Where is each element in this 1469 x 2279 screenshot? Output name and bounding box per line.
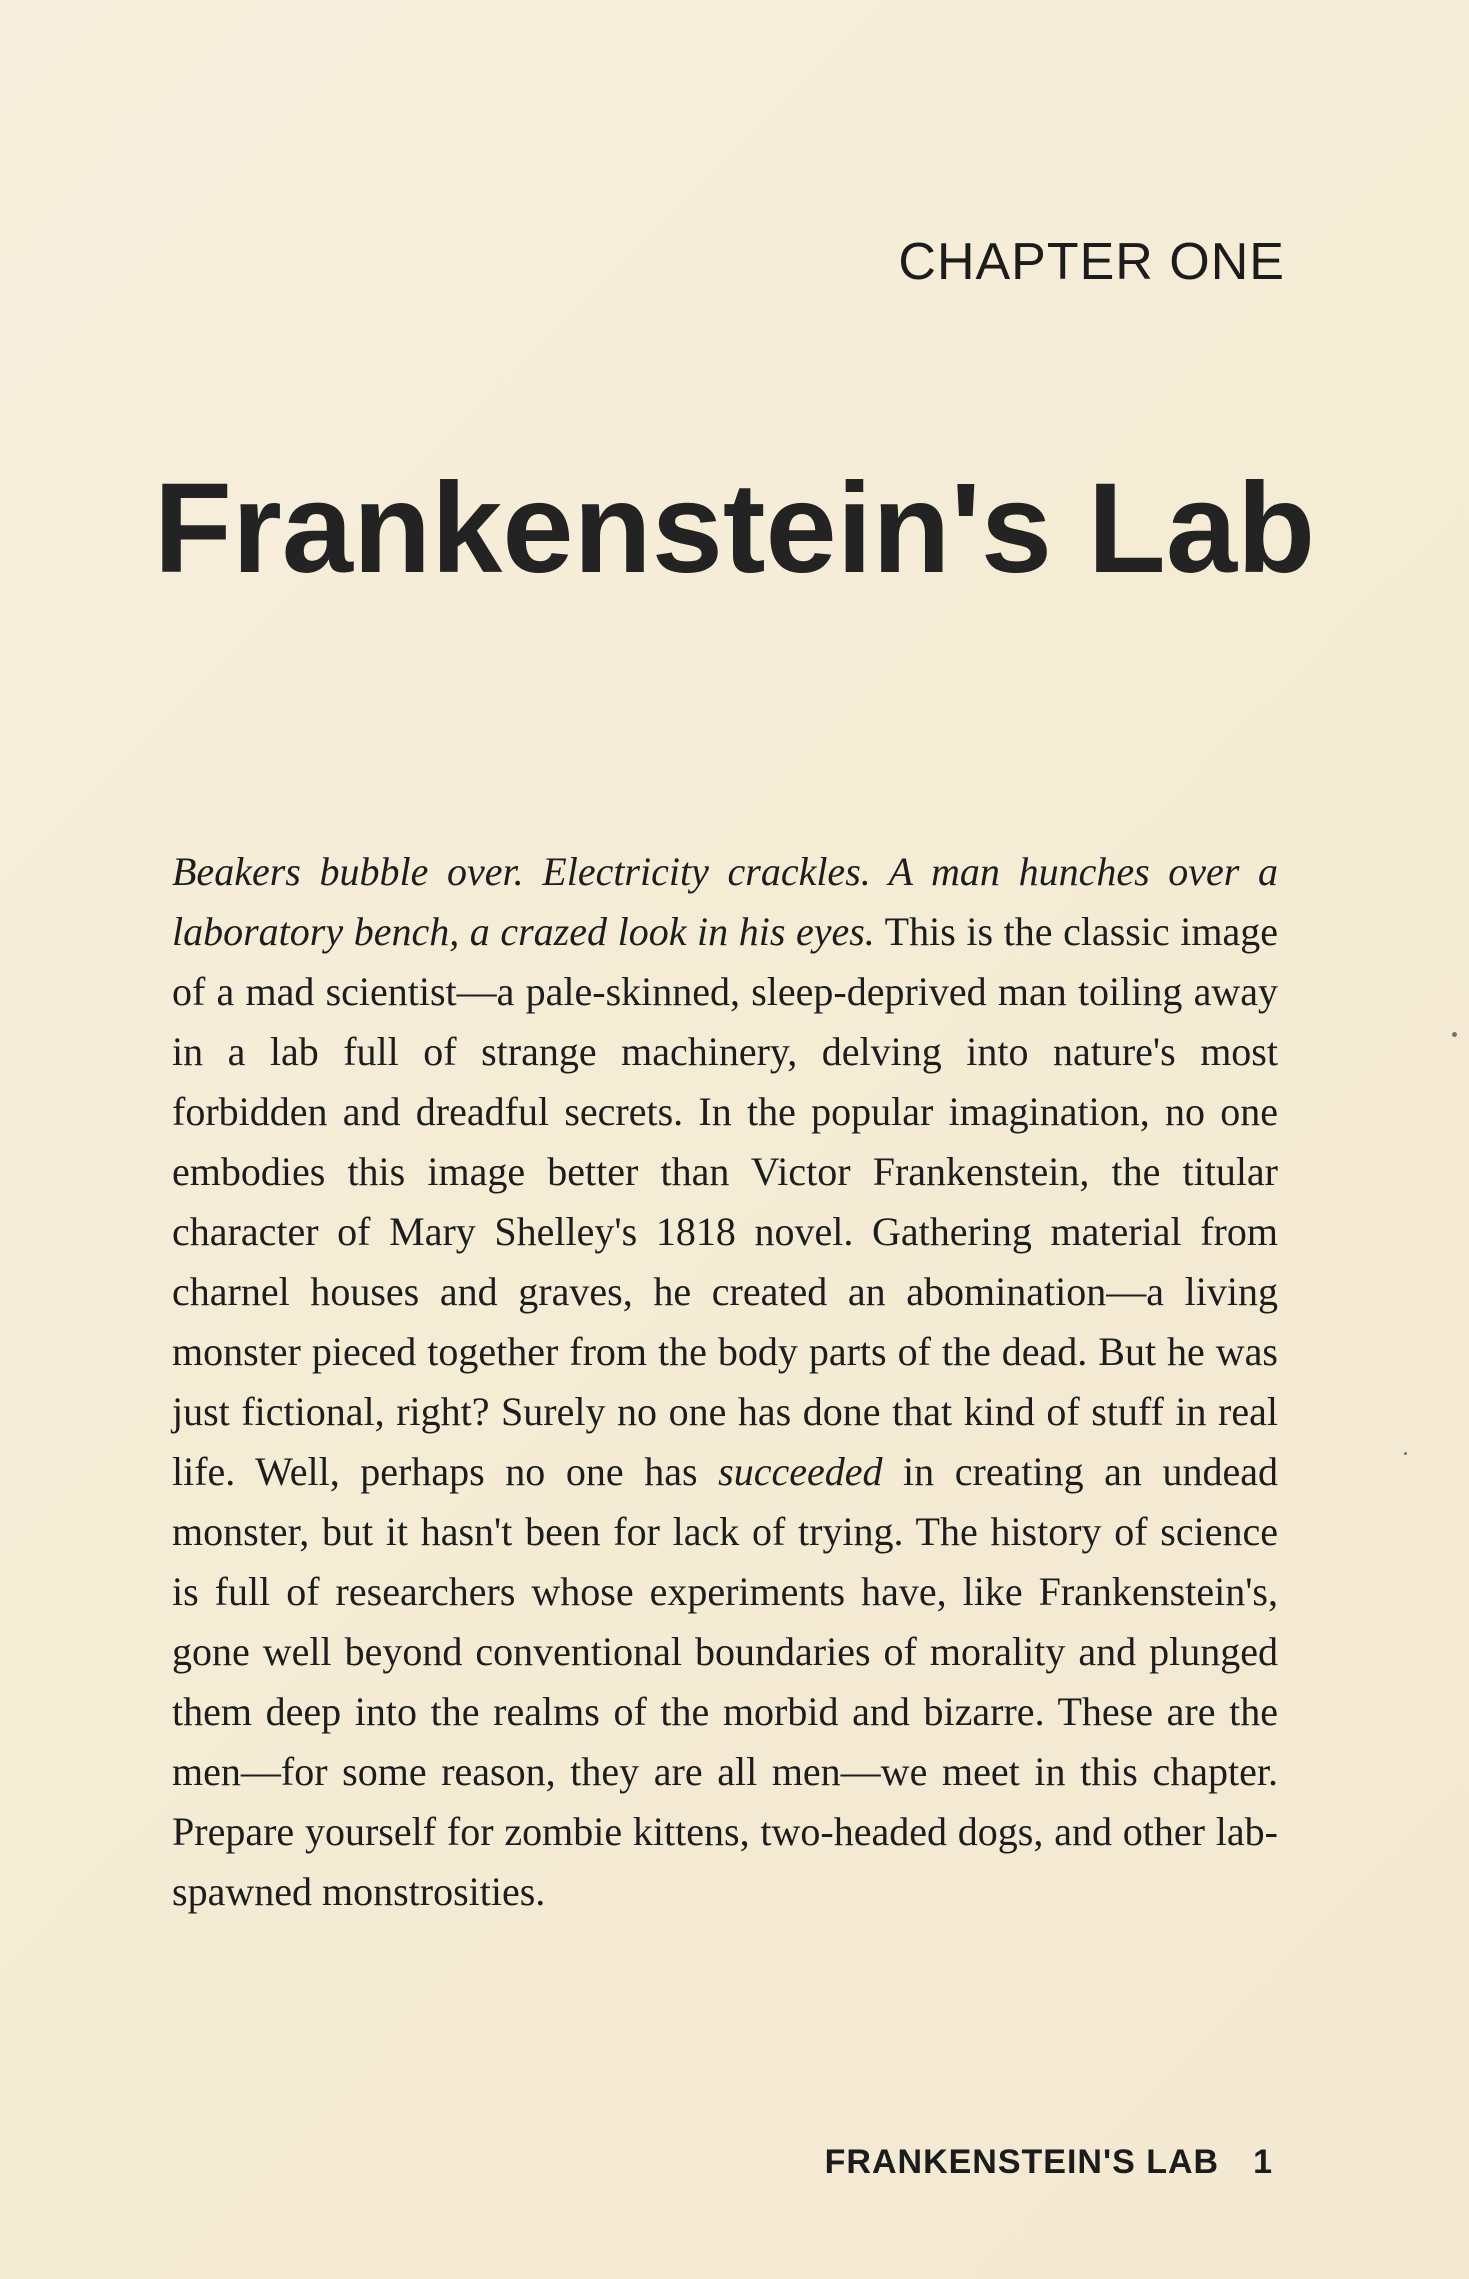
- chapter-label: CHAPTER ONE: [898, 233, 1285, 291]
- paper-speck: [1404, 1452, 1407, 1455]
- chapter-title: Frankenstein's Lab: [153, 457, 1316, 600]
- emphasis-word: succeeded: [718, 1449, 883, 1494]
- page-footer: [825, 2143, 1273, 2182]
- intro-italic-text: Beakers bubble over. Electricity crackles. A man hunches over a laboratory bench, a crazed look in his eyes.: [172, 849, 1278, 954]
- page-number: 1: [1253, 2143, 1273, 2181]
- body-text-part-2: in creating an undead monster, but it hasn't been for lack of trying. The history of science is full of researchers whose experiments have, like Frankenstein's, gone well beyond conventional boundaries of morality and plunged them deep into the realms of the morbid and bizarre. These are the men—for some reason, they are all men—we meet in this chapter. Prepare yourself for zombie kittens, two-headed dogs, and other lab-spawned monstrosities.: [172, 1449, 1279, 1914]
- body-paragraph: [172, 842, 1278, 1922]
- running-title: FRANKENSTEIN'S LAB: [824, 2143, 1220, 2181]
- body-text-part-1: This is the classic image of a mad scientist—a pale-skinned, sleep-deprived man toiling away in a lab full of strange machinery, delving into nature's most forbidden and dreadful secrets. In the popular imagination, no one embodies this image better than Victor Frankenstein, the titular character of Mary Shelley's 1818 novel. Gathering material from charnel houses and graves, he created an abomination—a living monster pieced together from the body parts of the dead. But he was just fictional, right? Surely no one has done that kind of stuff in real life. Well, perhaps no one has: [172, 909, 1279, 1494]
- paper-speck: [1452, 1032, 1457, 1037]
